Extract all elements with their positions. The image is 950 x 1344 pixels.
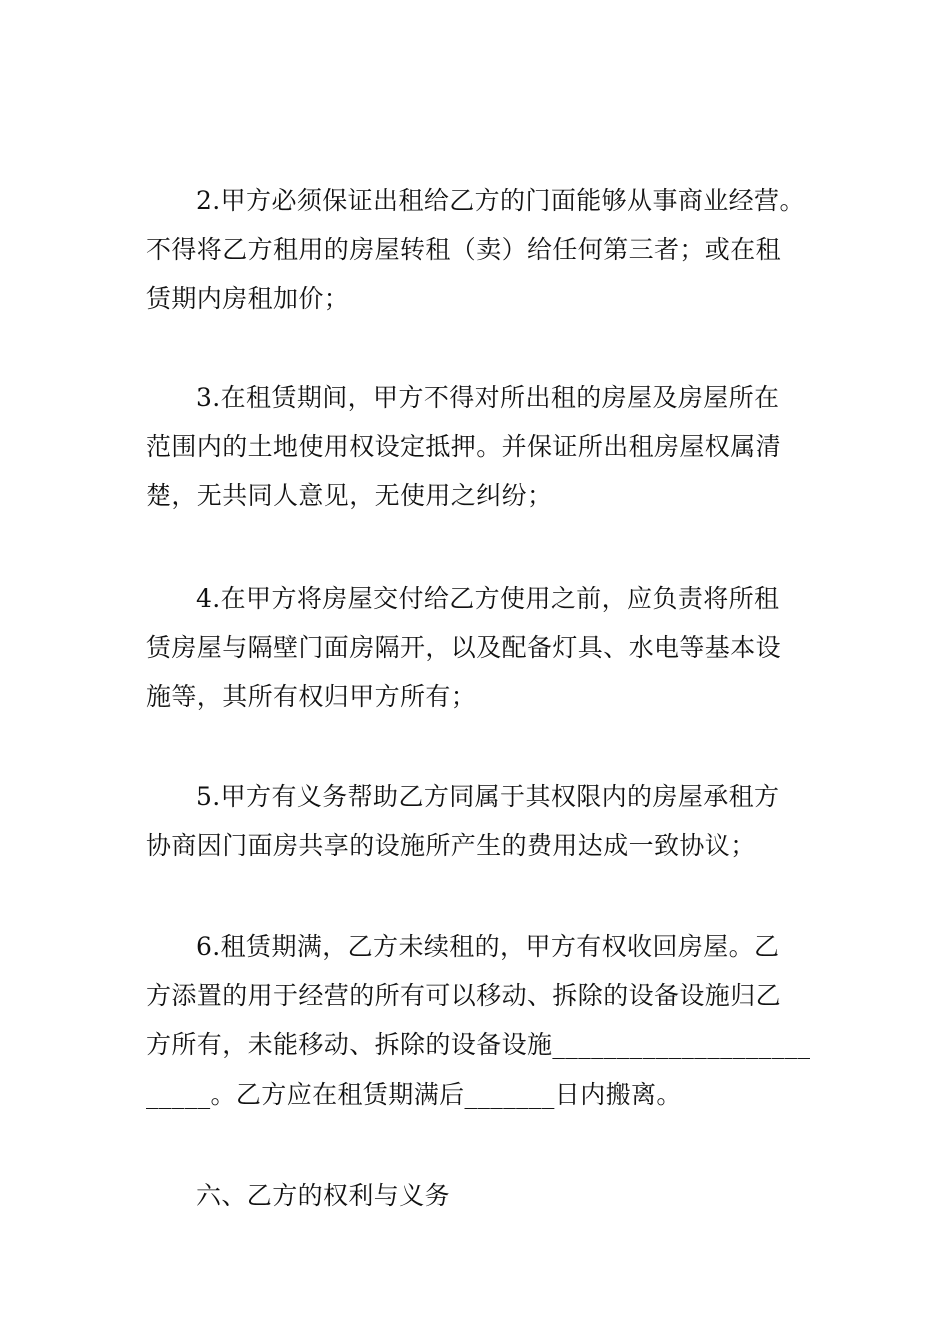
clause-2-line-3: 赁期内房租加价； (146, 284, 350, 313)
clause-3-line-1: 3.在租赁期间，甲方不得对所出租的房屋及房屋所在 (196, 383, 780, 412)
clause-4-line-3: 施等，其所有权归甲方所有； (146, 682, 477, 711)
clause-2-line-2: 不得将乙方租用的房屋转租（卖）给任何第三者；或在租 (146, 235, 782, 264)
clause-4-line-2: 赁房屋与隔壁门面房隔开，以及配备灯具、水电等基本设 (146, 633, 782, 662)
clause-5-line-2: 协商因门面房共享的设施所产生的费用达成一致协议； (146, 831, 756, 860)
section-heading: 六、乙方的权利与义务 (196, 1181, 451, 1210)
clause-6-line-4: _____。乙方应在租赁期满后_______日内搬离。 (146, 1080, 682, 1109)
clause-6-line-3: 方所有，未能移动、拆除的设备设施____________________ (146, 1030, 811, 1059)
clause-3-line-2: 范围内的土地使用权设定抵押。并保证所出租房屋权属清 (146, 432, 782, 461)
clause-3-line-3: 楚，无共同人意见，无使用之纠纷； (146, 481, 553, 510)
clause-6-line-2: 方添置的用于经营的所有可以移动、拆除的设备设施归乙 (146, 981, 782, 1010)
clause-2-line-1: 2.甲方必须保证出租给乙方的门面能够从事商业经营。 (196, 186, 805, 215)
clause-4-line-1: 4.在甲方将房屋交付给乙方使用之前，应负责将所租 (196, 584, 780, 613)
clause-5-line-1: 5.甲方有义务帮助乙方同属于其权限内的房屋承租方 (196, 782, 780, 811)
clause-6-line-1: 6.租赁期满，乙方未续租的，甲方有权收回房屋。乙 (196, 932, 780, 961)
